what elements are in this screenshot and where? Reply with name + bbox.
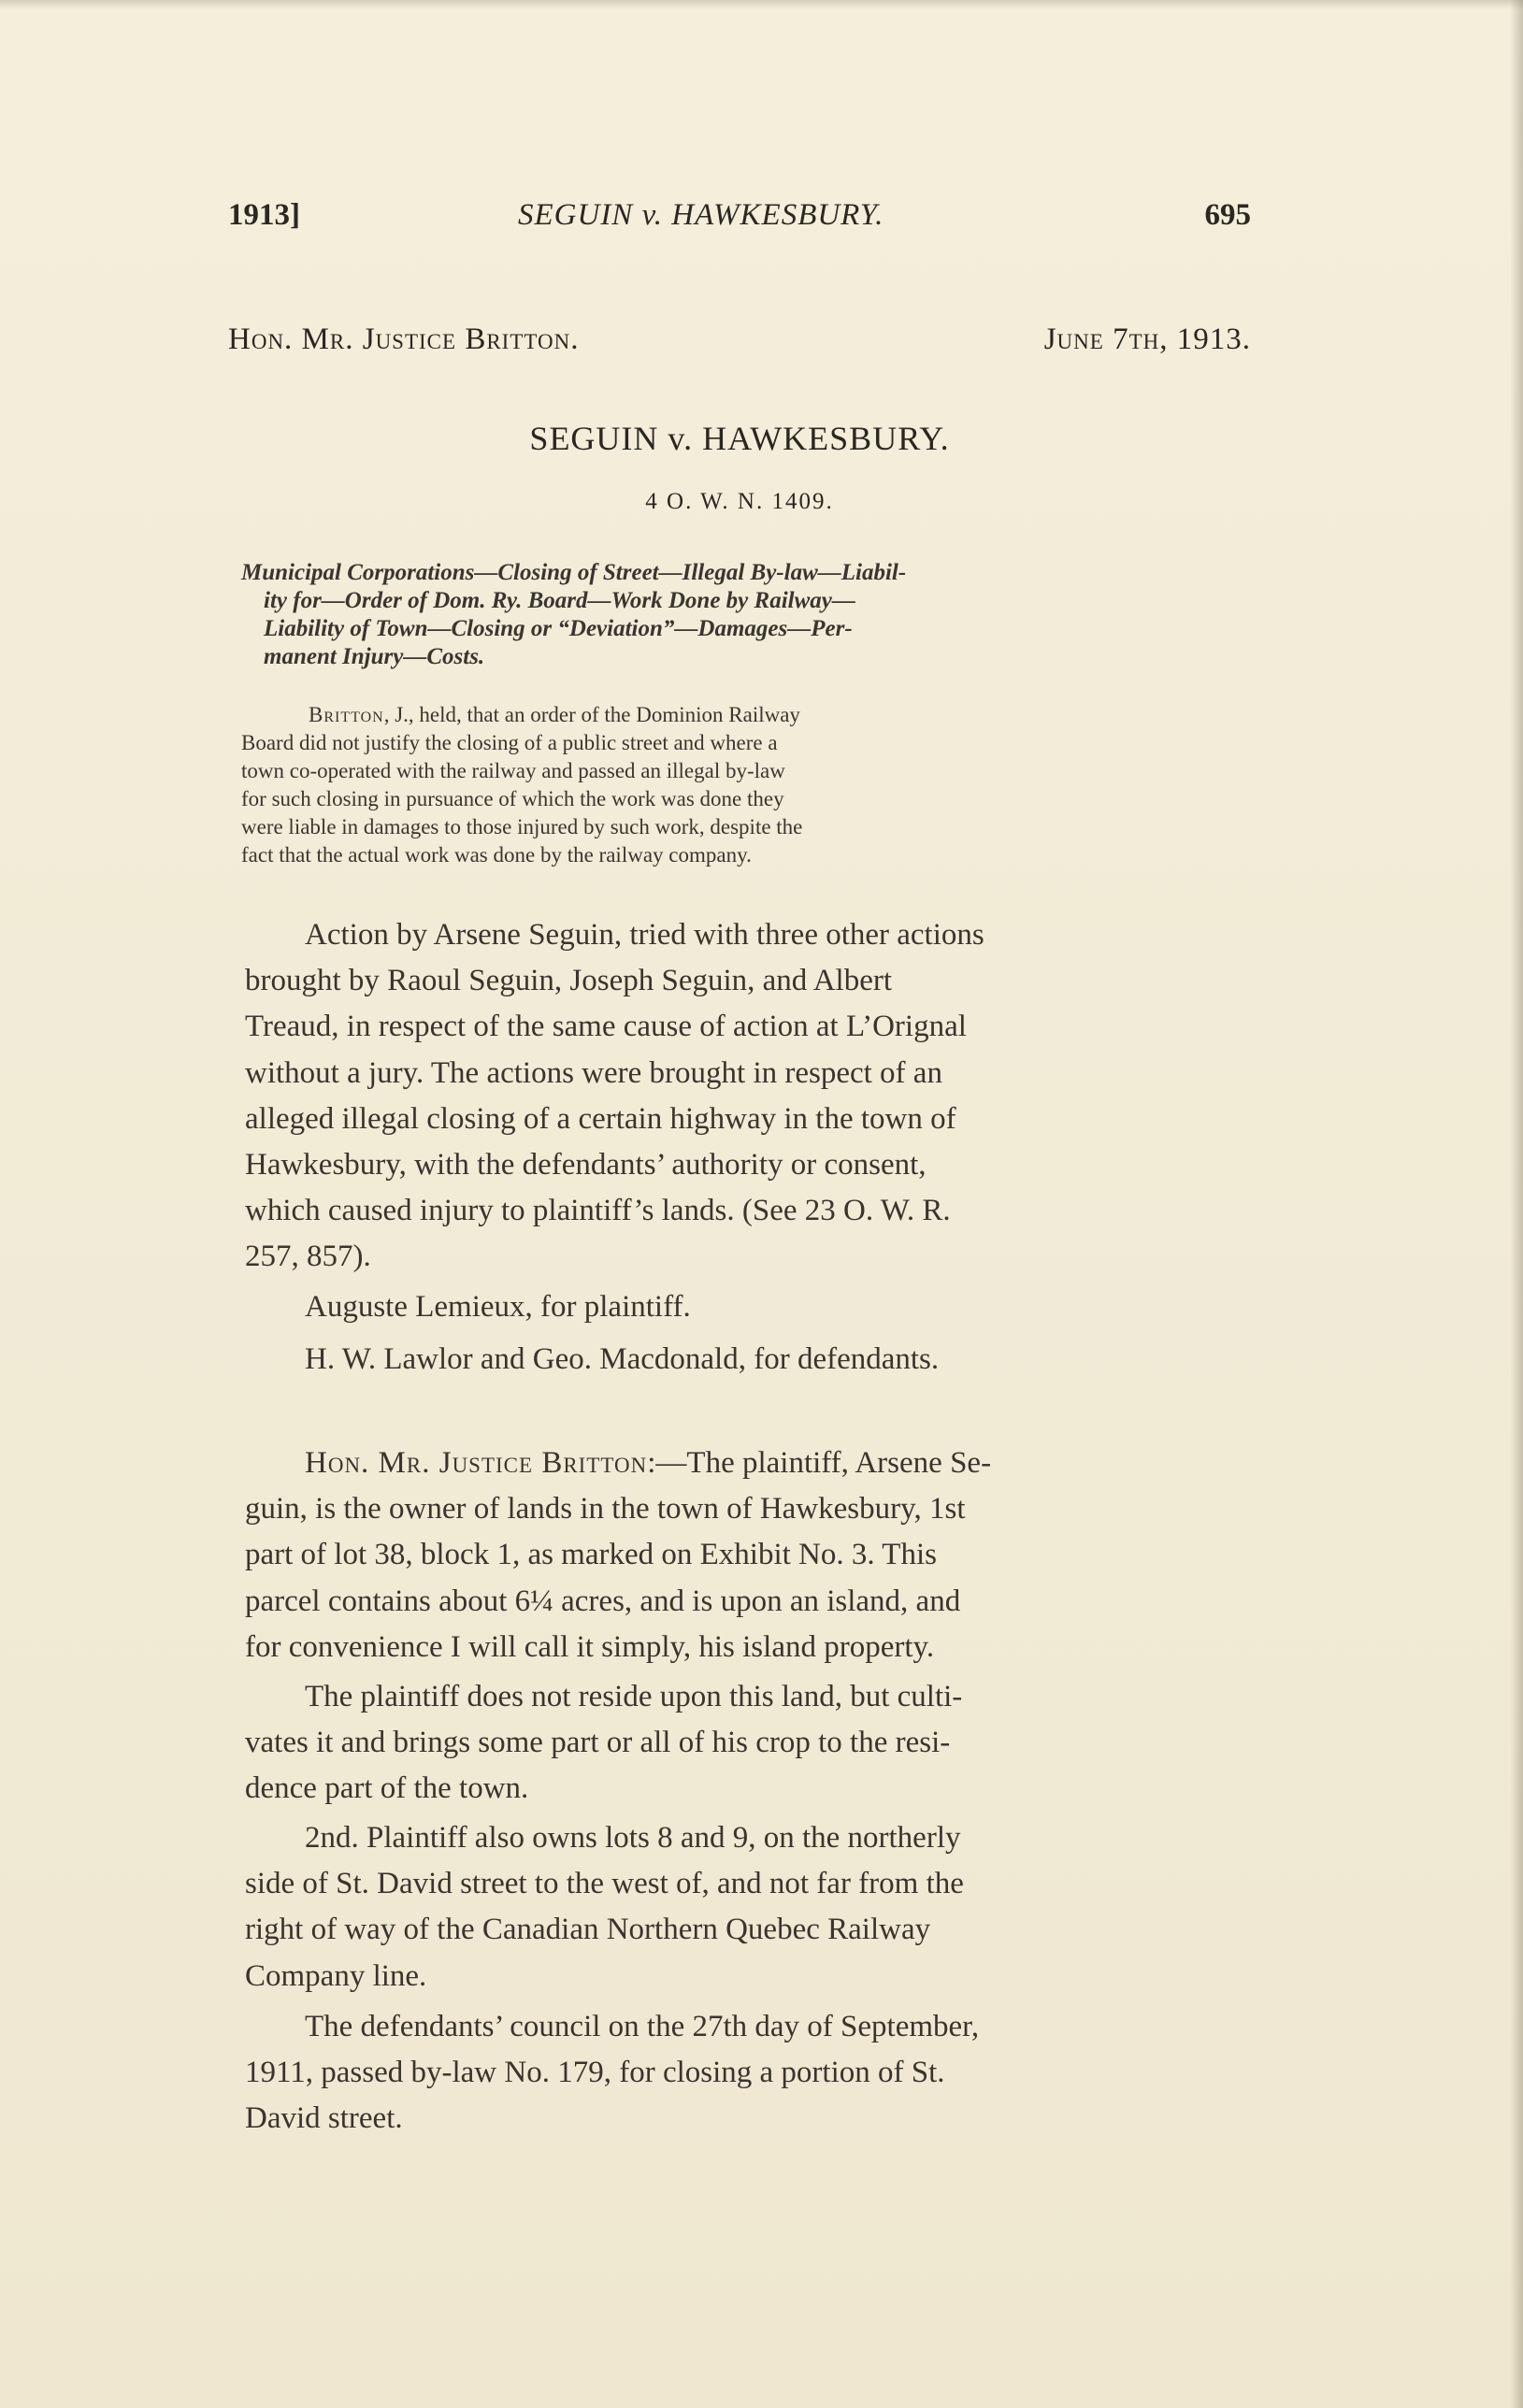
holding-line: fact that the actual work was done by the railway company. <box>241 843 752 867</box>
body-line: Hawkesbury, with the defendants’ authority or consent, <box>245 1148 927 1182</box>
body-line: Company line. <box>245 1958 427 1993</box>
holding-line: for such closing in pursuance of which the work was done they <box>241 787 784 810</box>
headnote-line: ity for—Order of Dom. Ry. Board—Work Done by Railway— <box>264 588 855 613</box>
headnote <box>241 559 1260 671</box>
body-line: David street. <box>245 2101 403 2136</box>
holding-line <box>241 701 1260 729</box>
body-line: The defendants’ council on the 27th day of September, <box>305 2010 980 2043</box>
running-head-title: SEGUIN v. HAWKESBURY. <box>518 198 884 232</box>
body-line: parcel contains about 6¼ acres, and is upon an island, and <box>245 1584 961 1618</box>
judgment-paragraph-2 <box>245 1674 1273 1813</box>
body-line: for convenience I will call it simply, his island property. <box>245 1629 935 1664</box>
judgment-paragraph-4 <box>245 2004 1273 2143</box>
page-binding-shadow <box>1510 0 1523 2408</box>
headnote-line: Municipal Corporations—Closing of Street—Illegal By-law—Liabil- <box>241 560 907 585</box>
holding-summary <box>241 701 1260 869</box>
judgment-opening-text: :—The plaintiff, Arsene Se- <box>647 1446 992 1480</box>
judge-name: Hon. Mr. Justice Britton. <box>228 322 580 356</box>
judgment-opening-line <box>245 1440 1273 1486</box>
judgment-paragraph-3 <box>245 1815 1273 2000</box>
body-line: guin, is the owner of lands in the town of Hawkesbury, 1st <box>245 1492 966 1526</box>
body-line: right of way of the Canadian Northern Quebec Railway <box>245 1913 931 1947</box>
body-line: alleged illegal closing of a certain highway in the town of <box>245 1101 956 1136</box>
holding-line-text: , J., held, that an order of the Dominion Railway <box>383 703 800 726</box>
headnote-line: Liability of Town—Closing or “Deviation”—Damages—Per- <box>264 616 853 641</box>
body-line: part of lot 38, block 1, as marked on Exhibit No. 3. This <box>245 1538 937 1572</box>
running-head-year: 1913] <box>228 198 300 232</box>
body-line: Action by Arsene Seguin, tried with three other actions <box>305 918 984 952</box>
body-line: without a jury. The actions were brought in respect of an <box>245 1055 942 1090</box>
body-line: 1911, passed by-law No. 179, for closing a portion of St. <box>245 2056 945 2090</box>
body-line: vates it and brings some part or all of his crop to the resi- <box>245 1726 951 1760</box>
judgment-paragraph-1 <box>245 1440 1273 1670</box>
body-line: which caused injury to plaintiff’s lands. (See 23 O. W. R. <box>245 1194 951 1228</box>
page-number: 695 <box>1204 198 1251 232</box>
running-head <box>228 198 1251 245</box>
counsel-plaintiff: Auguste Lemieux, for plaintiff. <box>305 1290 691 1324</box>
page-top-shadow <box>0 0 1523 9</box>
judgment-date: June 7th, 1913. <box>1043 322 1251 356</box>
body-line: 2nd. Plaintiff also owns lots 8 and 9, on the northerly <box>305 1821 961 1855</box>
action-paragraph <box>245 912 1273 1281</box>
counsel-defendants: H. W. Lawlor and Geo. Macdonald, for defendants. <box>305 1342 940 1376</box>
holding-line: Board did not justify the closing of a public street and where a <box>241 731 778 754</box>
headnote-line: manent Injury—Costs. <box>264 644 485 669</box>
judgment-judge-name: Hon. Mr. Justice Britton <box>305 1446 648 1480</box>
body-line: 257, 857). <box>245 1240 371 1274</box>
holding-judge-name: Britton <box>309 703 384 726</box>
holding-line: town co-operated with the railway and passed an illegal by-law <box>241 759 785 782</box>
holding-line: were liable in damages to those injured by such work, despite the <box>241 815 803 838</box>
body-line: Treaud, in respect of the same cause of action at L’Orignal <box>245 1010 967 1044</box>
case-citation: 4 O. W. N. 1409. <box>645 489 834 514</box>
body-line: The plaintiff does not reside upon this land, but culti- <box>305 1680 963 1713</box>
body-line: dence part of the town. <box>245 1771 529 1806</box>
body-line: brought by Raoul Seguin, Joseph Seguin, and Albert <box>245 964 893 998</box>
body-line: side of St. David street to the west of, and not far from the <box>245 1867 964 1901</box>
case-title: SEGUIN v. HAWKESBURY. <box>529 420 950 457</box>
